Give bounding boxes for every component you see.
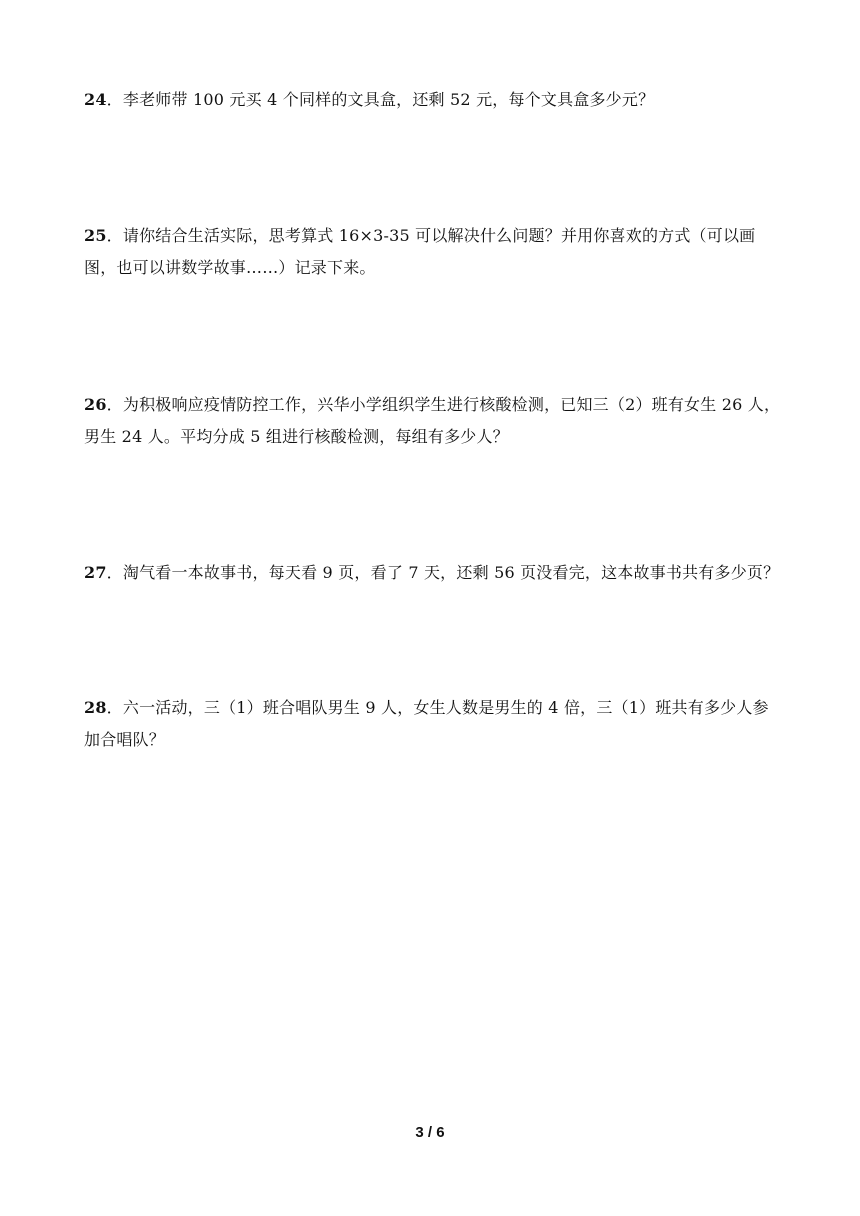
question-number: 24 xyxy=(84,90,107,109)
question-separator: ． xyxy=(106,90,123,109)
question-separator: ． xyxy=(106,563,123,582)
question-separator: ． xyxy=(106,698,123,717)
question-separator: ． xyxy=(106,226,123,245)
question-25 xyxy=(84,220,784,284)
question-text: 淘气看一本故事书，每天看 9 页，看了 7 天，还剩 56 页没看完，这本故事书共有多少页？ xyxy=(122,563,780,582)
question-text: 为积极响应疫情防控工作，兴华小学组织学生进行核酸检测，已知三（2）班有女生 26 人，男生 24 人。平均分成 5 组进行核酸检测，每组有多少人？ xyxy=(84,395,781,446)
question-separator: ． xyxy=(106,395,123,414)
question-number: 25 xyxy=(84,226,107,245)
question-number: 26 xyxy=(84,395,107,414)
question-24 xyxy=(84,84,784,116)
question-number: 27 xyxy=(84,563,107,582)
page-indicator: 3 / 6 xyxy=(415,1124,445,1141)
question-text: 六一活动，三（1）班合唱队男生 9 人，女生人数是男生的 4 倍，三（1）班共有多少人参加合唱队？ xyxy=(84,698,769,749)
question-number: 28 xyxy=(84,698,107,717)
question-text: 请你结合生活实际，思考算式 16×3-35 可以解决什么问题？并用你喜欢的方式（可以画图，也可以讲数学故事……）记录下来。 xyxy=(84,226,756,277)
question-27 xyxy=(84,557,784,589)
question-26 xyxy=(84,389,784,453)
question-text: 李老师带 100 元买 4 个同样的文具盒，还剩 52 元，每个文具盒多少元？ xyxy=(122,90,655,109)
question-28 xyxy=(84,692,784,756)
